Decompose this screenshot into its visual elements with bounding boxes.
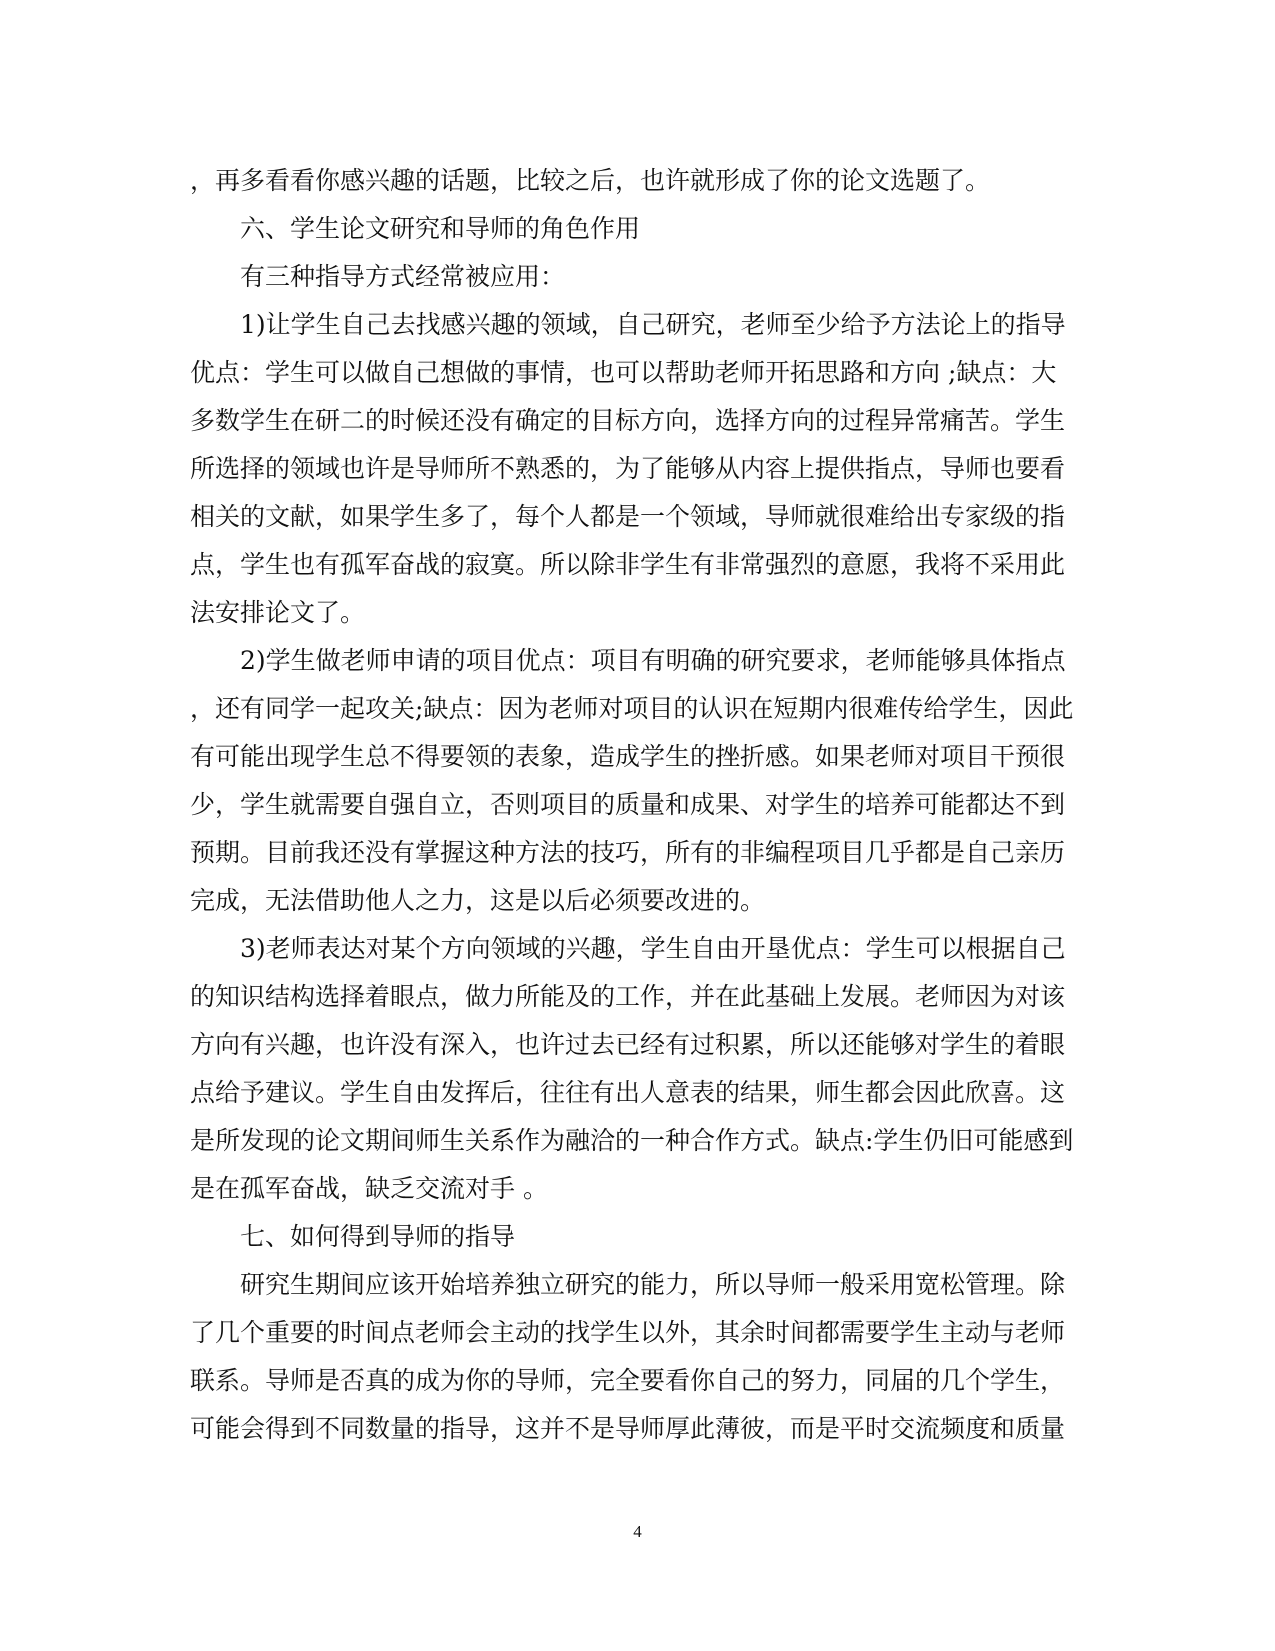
text-line: 少，学生就需要自强自立，否则项目的质量和成果、对学生的培养可能都达不到	[190, 790, 1066, 819]
text-line: 多数学生在研二的时候还没有确定的目标方向，选择方向的过程异常痛苦。学生	[190, 406, 1066, 435]
text-line: 相关的文献，如果学生多了，每个人都是一个领域，导师就很难给出专家级的指	[190, 502, 1066, 531]
text-line: 是在孤军奋战，缺乏交流对手 。	[190, 1174, 548, 1203]
text-line: 了几个重要的时间点老师会主动的找学生以外，其余时间都需要学生主动与老师	[190, 1318, 1066, 1347]
text-line: 联系。导师是否真的成为你的导师，完全要看你自己的努力，同届的几个学生，	[190, 1366, 1066, 1395]
text-line: 1)让学生自己去找感兴趣的领域，自己研究，老师至少给予方法论上的指导	[240, 310, 1066, 339]
text-line: 方向有兴趣，也许没有深入，也许过去已经有过积累，所以还能够对学生的着眼	[190, 1030, 1066, 1059]
text-line: 2)学生做老师申请的项目优点：项目有明确的研究要求，老师能够具体指点	[240, 646, 1066, 675]
text-line: 可能会得到不同数量的指导，这并不是导师厚此薄彼，而是平时交流频度和质量	[190, 1414, 1066, 1443]
text-line: 预期。目前我还没有掌握这种方法的技巧，所有的非编程项目几乎都是自己亲历	[190, 838, 1066, 867]
text-line: ，再多看看你感兴趣的话题，比较之后，也许就形成了你的论文选题了。	[190, 166, 991, 195]
section-heading: 七、如何得到导师的指导	[240, 1222, 516, 1251]
text-line: 有三种指导方式经常被应用：	[240, 262, 566, 291]
text-line: ，还有同学一起攻关;缺点：因为老师对项目的认识在短期内很难传给学生，因此	[190, 694, 1074, 723]
text-line: 优点：学生可以做自己想做的事情，也可以帮助老师开拓思路和方向 ;缺点：大	[190, 358, 1057, 387]
text-line: 研究生期间应该开始培养独立研究的能力，所以导师一般采用宽松管理。除	[240, 1270, 1066, 1299]
body-text	[190, 157, 1078, 1453]
text-line: 3)老师表达对某个方向领域的兴趣，学生自由开垦优点：学生可以根据自己	[240, 934, 1066, 963]
text-line: 有可能出现学生总不得要领的表象，造成学生的挫折感。如果老师对项目干预很	[190, 742, 1066, 771]
text-line: 点给予建议。学生自由发挥后，往往有出人意表的结果，师生都会因此欣喜。这	[190, 1078, 1066, 1107]
text-line: 所选择的领域也许是导师所不熟悉的，为了能够从内容上提供指点，导师也要看	[190, 454, 1066, 483]
text-line: 是所发现的论文期间师生关系作为融洽的一种合作方式。缺点:学生仍旧可能感到	[190, 1126, 1074, 1155]
text-line: 的知识结构选择着眼点，做力所能及的工作，并在此基础上发展。老师因为对该	[190, 982, 1066, 1011]
text-line: 点，学生也有孤军奋战的寂寞。所以除非学生有非常强烈的意愿，我将不采用此	[190, 550, 1066, 579]
text-line: 法安排论文了。	[190, 598, 366, 627]
section-heading: 六、学生论文研究和导师的角色作用	[240, 214, 641, 243]
page-number: 4	[633, 1522, 642, 1541]
text-line: 完成，无法借助他人之力，这是以后必须要改进的。	[190, 886, 766, 915]
